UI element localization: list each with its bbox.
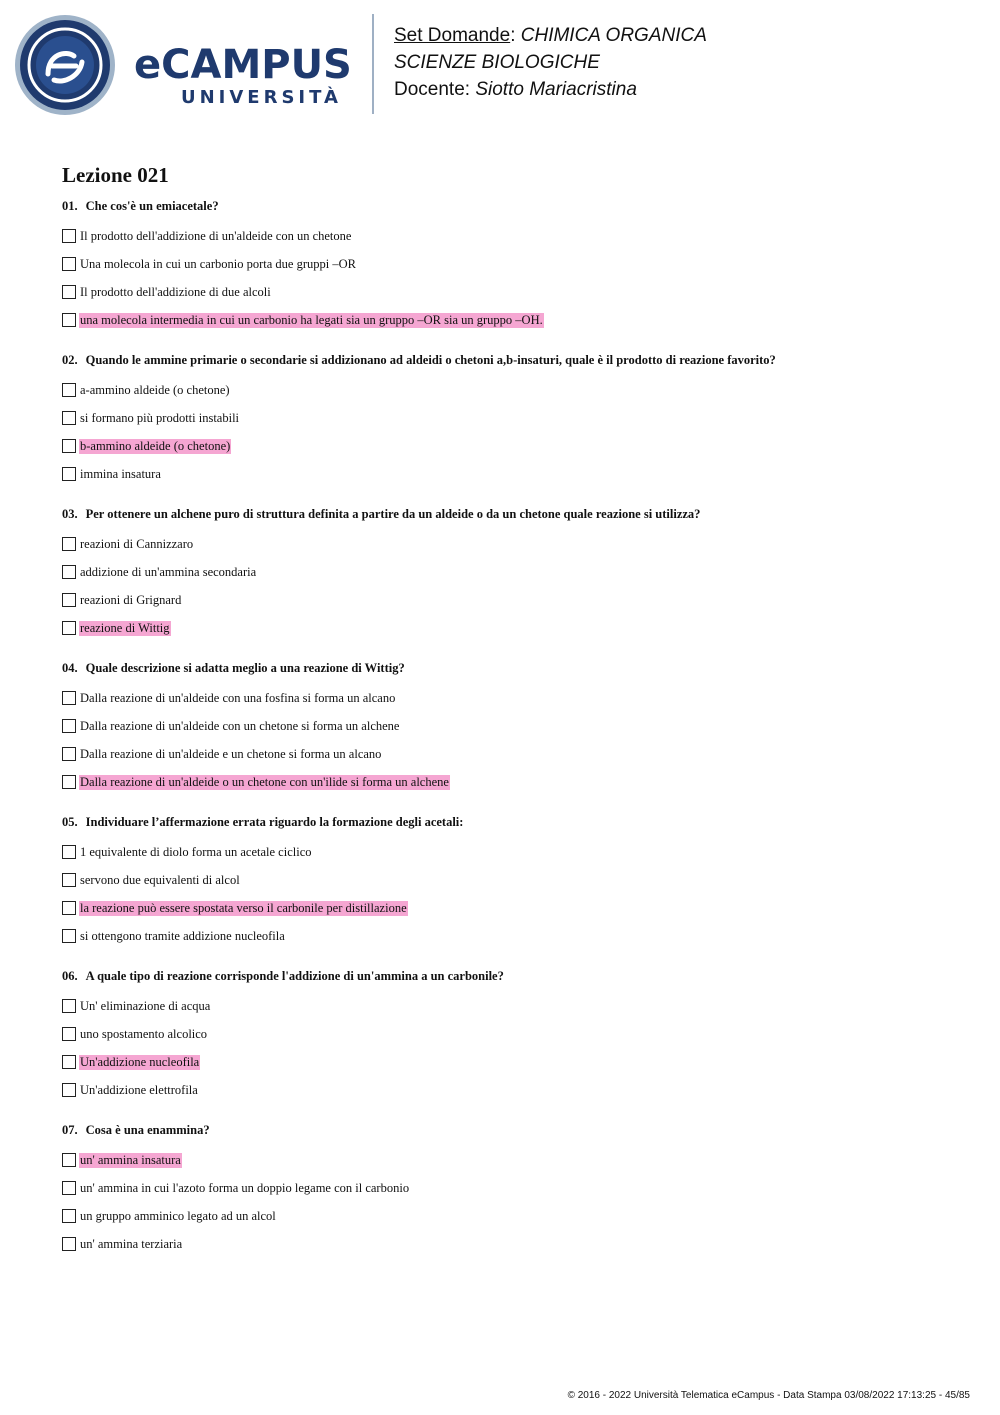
checkbox-icon[interactable] xyxy=(62,775,76,789)
checkbox-icon[interactable] xyxy=(62,747,76,761)
answer-option-text: addizione di un'ammina secondaria xyxy=(80,564,257,579)
question-number: 06. xyxy=(62,969,78,983)
answer-option[interactable] xyxy=(62,740,962,768)
question-text xyxy=(62,968,962,984)
checkbox-icon[interactable] xyxy=(62,593,76,607)
question-block xyxy=(62,814,962,950)
answer-option[interactable] xyxy=(62,684,962,712)
question-list xyxy=(62,198,962,1258)
answer-option-text-highlighted: Un'addizione nucleofila xyxy=(80,1054,200,1069)
question-text xyxy=(62,506,962,522)
answer-option-text: un' ammina terziaria xyxy=(80,1236,183,1251)
question-label: Individuare l’affermazione errata riguardo la formazione degli acetali: xyxy=(85,815,464,829)
answer-option[interactable] xyxy=(62,222,962,250)
checkbox-icon[interactable] xyxy=(62,285,76,299)
answer-option-text: Dalla reazione di un'aldeide con un chetone si forma un alchene xyxy=(80,718,400,733)
answer-option-text-highlighted: la reazione può essere spostata verso il carbonile per distillazione xyxy=(80,900,407,915)
answer-option[interactable] xyxy=(62,1076,962,1104)
checkbox-icon[interactable] xyxy=(62,313,76,327)
checkbox-icon[interactable] xyxy=(62,901,76,915)
answer-option[interactable] xyxy=(62,1020,962,1048)
checkbox-icon[interactable] xyxy=(62,719,76,733)
checkbox-icon[interactable] xyxy=(62,691,76,705)
checkbox-icon[interactable] xyxy=(62,467,76,481)
checkbox-icon[interactable] xyxy=(62,1181,76,1195)
checkbox-icon[interactable] xyxy=(62,257,76,271)
checkbox-icon[interactable] xyxy=(62,1083,76,1097)
question-set xyxy=(62,160,962,1276)
answer-option[interactable] xyxy=(62,278,962,306)
question-label: A quale tipo di reazione corrisponde l'addizione di un'ammina a un carbonile? xyxy=(85,969,504,983)
question-block xyxy=(62,1122,962,1258)
answer-option[interactable] xyxy=(62,866,962,894)
answer-option[interactable] xyxy=(62,768,962,796)
answer-option-text-highlighted: una molecola intermedia in cui un carbonio ha legati sia un gruppo –OR sia un gruppo –OH. xyxy=(80,312,543,327)
question-text xyxy=(62,814,962,830)
lesson-title: Lezione 021 xyxy=(62,163,169,187)
answer-option-text-highlighted: b-ammino aldeide (o chetone) xyxy=(80,438,231,453)
teacher-label: Docente xyxy=(394,79,465,100)
answer-option[interactable] xyxy=(62,1230,962,1258)
answer-option-text: Il prodotto dell'addizione di due alcoli xyxy=(80,284,271,299)
checkbox-icon[interactable] xyxy=(62,1055,76,1069)
answer-option-text: reazioni di Grignard xyxy=(80,592,182,607)
set-line: Set Domande: CHIMICA ORGANICA xyxy=(394,25,707,46)
question-text xyxy=(62,198,962,214)
answer-option[interactable] xyxy=(62,838,962,866)
checkbox-icon[interactable] xyxy=(62,229,76,243)
question-text xyxy=(62,1122,962,1138)
header-info xyxy=(394,22,954,103)
page-header xyxy=(0,0,1000,130)
question-block xyxy=(62,968,962,1104)
answer-option[interactable] xyxy=(62,432,962,460)
answer-option[interactable] xyxy=(62,922,962,950)
logo-main-text: eCAMPUS xyxy=(134,42,352,88)
question-number: 05. xyxy=(62,815,78,829)
answer-option-text: Dalla reazione di un'aldeide e un chetone si forma un alcano xyxy=(80,746,382,761)
checkbox-icon[interactable] xyxy=(62,537,76,551)
teacher-line: Docente: Siotto Mariacristina xyxy=(394,79,637,100)
logo-sub-text: UNIVERSITÀ xyxy=(181,87,342,108)
answer-option[interactable] xyxy=(62,376,962,404)
answer-option-text: uno spostamento alcolico xyxy=(80,1026,208,1041)
page-footer: © 2016 - 2022 Università Telematica eCampus - Data Stampa 03/08/2022 17:13:25 - 45/85 xyxy=(567,1390,970,1401)
answer-option[interactable] xyxy=(62,1174,962,1202)
header-divider xyxy=(372,14,374,114)
question-number: 03. xyxy=(62,507,78,521)
question-block xyxy=(62,352,962,488)
answer-option[interactable] xyxy=(62,712,962,740)
answer-option-text: un' ammina in cui l'azoto forma un doppio legame con il carbonio xyxy=(80,1180,410,1195)
answer-option-text: Il prodotto dell'addizione di un'aldeide con un chetone xyxy=(80,228,352,243)
answer-option[interactable] xyxy=(62,404,962,432)
answer-option-text: reazioni di Cannizzaro xyxy=(80,536,194,551)
checkbox-icon[interactable] xyxy=(62,873,76,887)
checkbox-icon[interactable] xyxy=(62,999,76,1013)
answer-option-text: Una molecola in cui un carbonio porta due gruppi –OR xyxy=(80,256,356,271)
question-number: 01. xyxy=(62,199,78,213)
answer-option-text: servono due equivalenti di alcol xyxy=(80,872,240,887)
checkbox-icon[interactable] xyxy=(62,845,76,859)
question-number: 02. xyxy=(62,353,78,367)
answer-option[interactable] xyxy=(62,1202,962,1230)
checkbox-icon[interactable] xyxy=(62,1237,76,1251)
question-number: 04. xyxy=(62,661,78,675)
answer-option-text: si ottengono tramite addizione nucleofila xyxy=(80,928,285,943)
question-label: Cosa è una enammina? xyxy=(85,1123,210,1137)
answer-option[interactable] xyxy=(62,586,962,614)
question-number: 07. xyxy=(62,1123,78,1137)
ecampus-seal-logo xyxy=(14,14,116,116)
question-block xyxy=(62,506,962,642)
question-text xyxy=(62,660,962,676)
question-block xyxy=(62,198,962,334)
answer-option[interactable] xyxy=(62,558,962,586)
answer-option-text-highlighted: reazione di Wittig xyxy=(80,620,170,635)
answer-option-text: Un' eliminazione di acqua xyxy=(80,998,211,1013)
answer-option[interactable] xyxy=(62,460,962,488)
set-value: CHIMICA ORGANICA xyxy=(520,25,707,46)
answer-option-text: Dalla reazione di un'aldeide con una fosfina si forma un alcano xyxy=(80,690,396,705)
checkbox-icon[interactable] xyxy=(62,1153,76,1167)
question-label: Che cos'è un emiacetale? xyxy=(85,199,219,213)
checkbox-icon[interactable] xyxy=(62,929,76,943)
teacher-value: Siotto Mariacristina xyxy=(475,79,637,100)
answer-option-text: si formano più prodotti instabili xyxy=(80,410,240,425)
checkbox-icon[interactable] xyxy=(62,411,76,425)
checkbox-icon[interactable] xyxy=(62,383,76,397)
answer-option-text-highlighted: Dalla reazione di un'aldeide o un chetone con un'ilide si forma un alchene xyxy=(80,774,449,789)
answer-option[interactable] xyxy=(62,306,962,334)
ecampus-wordmark xyxy=(134,44,356,110)
question-text xyxy=(62,352,962,368)
answer-option-text: 1 equivalente di diolo forma un acetale ciclico xyxy=(80,844,312,859)
answer-option[interactable] xyxy=(62,530,962,558)
question-label: Quando le ammine primarie o secondarie si addizionano ad aldeidi o chetoni a,b-insaturi, quale è il prodotto di reazione favorito? xyxy=(85,353,776,367)
checkbox-icon[interactable] xyxy=(62,1209,76,1223)
question-label: Quale descrizione si adatta meglio a una reazione di Wittig? xyxy=(85,661,405,675)
answer-option[interactable] xyxy=(62,1048,962,1076)
answer-option-text: Un'addizione elettrofila xyxy=(80,1082,198,1097)
checkbox-icon[interactable] xyxy=(62,621,76,635)
course-line: SCIENZE BIOLOGICHE xyxy=(394,52,600,73)
answer-option[interactable] xyxy=(62,992,962,1020)
answer-option-text: a-ammino aldeide (o chetone) xyxy=(80,382,230,397)
checkbox-icon[interactable] xyxy=(62,1027,76,1041)
answer-option[interactable] xyxy=(62,250,962,278)
question-label: Per ottenere un alchene puro di struttura definita a partire da un aldeide o da un chetone quale reazione si utilizza? xyxy=(85,507,701,521)
answer-option-text-highlighted: un' ammina insatura xyxy=(80,1152,181,1167)
answer-option-text: un gruppo amminico legato ad un alcol xyxy=(80,1208,276,1223)
answer-option[interactable] xyxy=(62,1146,962,1174)
question-block xyxy=(62,660,962,796)
checkbox-icon[interactable] xyxy=(62,565,76,579)
answer-option-text: immina insatura xyxy=(80,466,161,481)
set-label: Set Domande xyxy=(394,25,511,46)
checkbox-icon[interactable] xyxy=(62,439,76,453)
answer-option[interactable] xyxy=(62,614,962,642)
answer-option[interactable] xyxy=(62,894,962,922)
